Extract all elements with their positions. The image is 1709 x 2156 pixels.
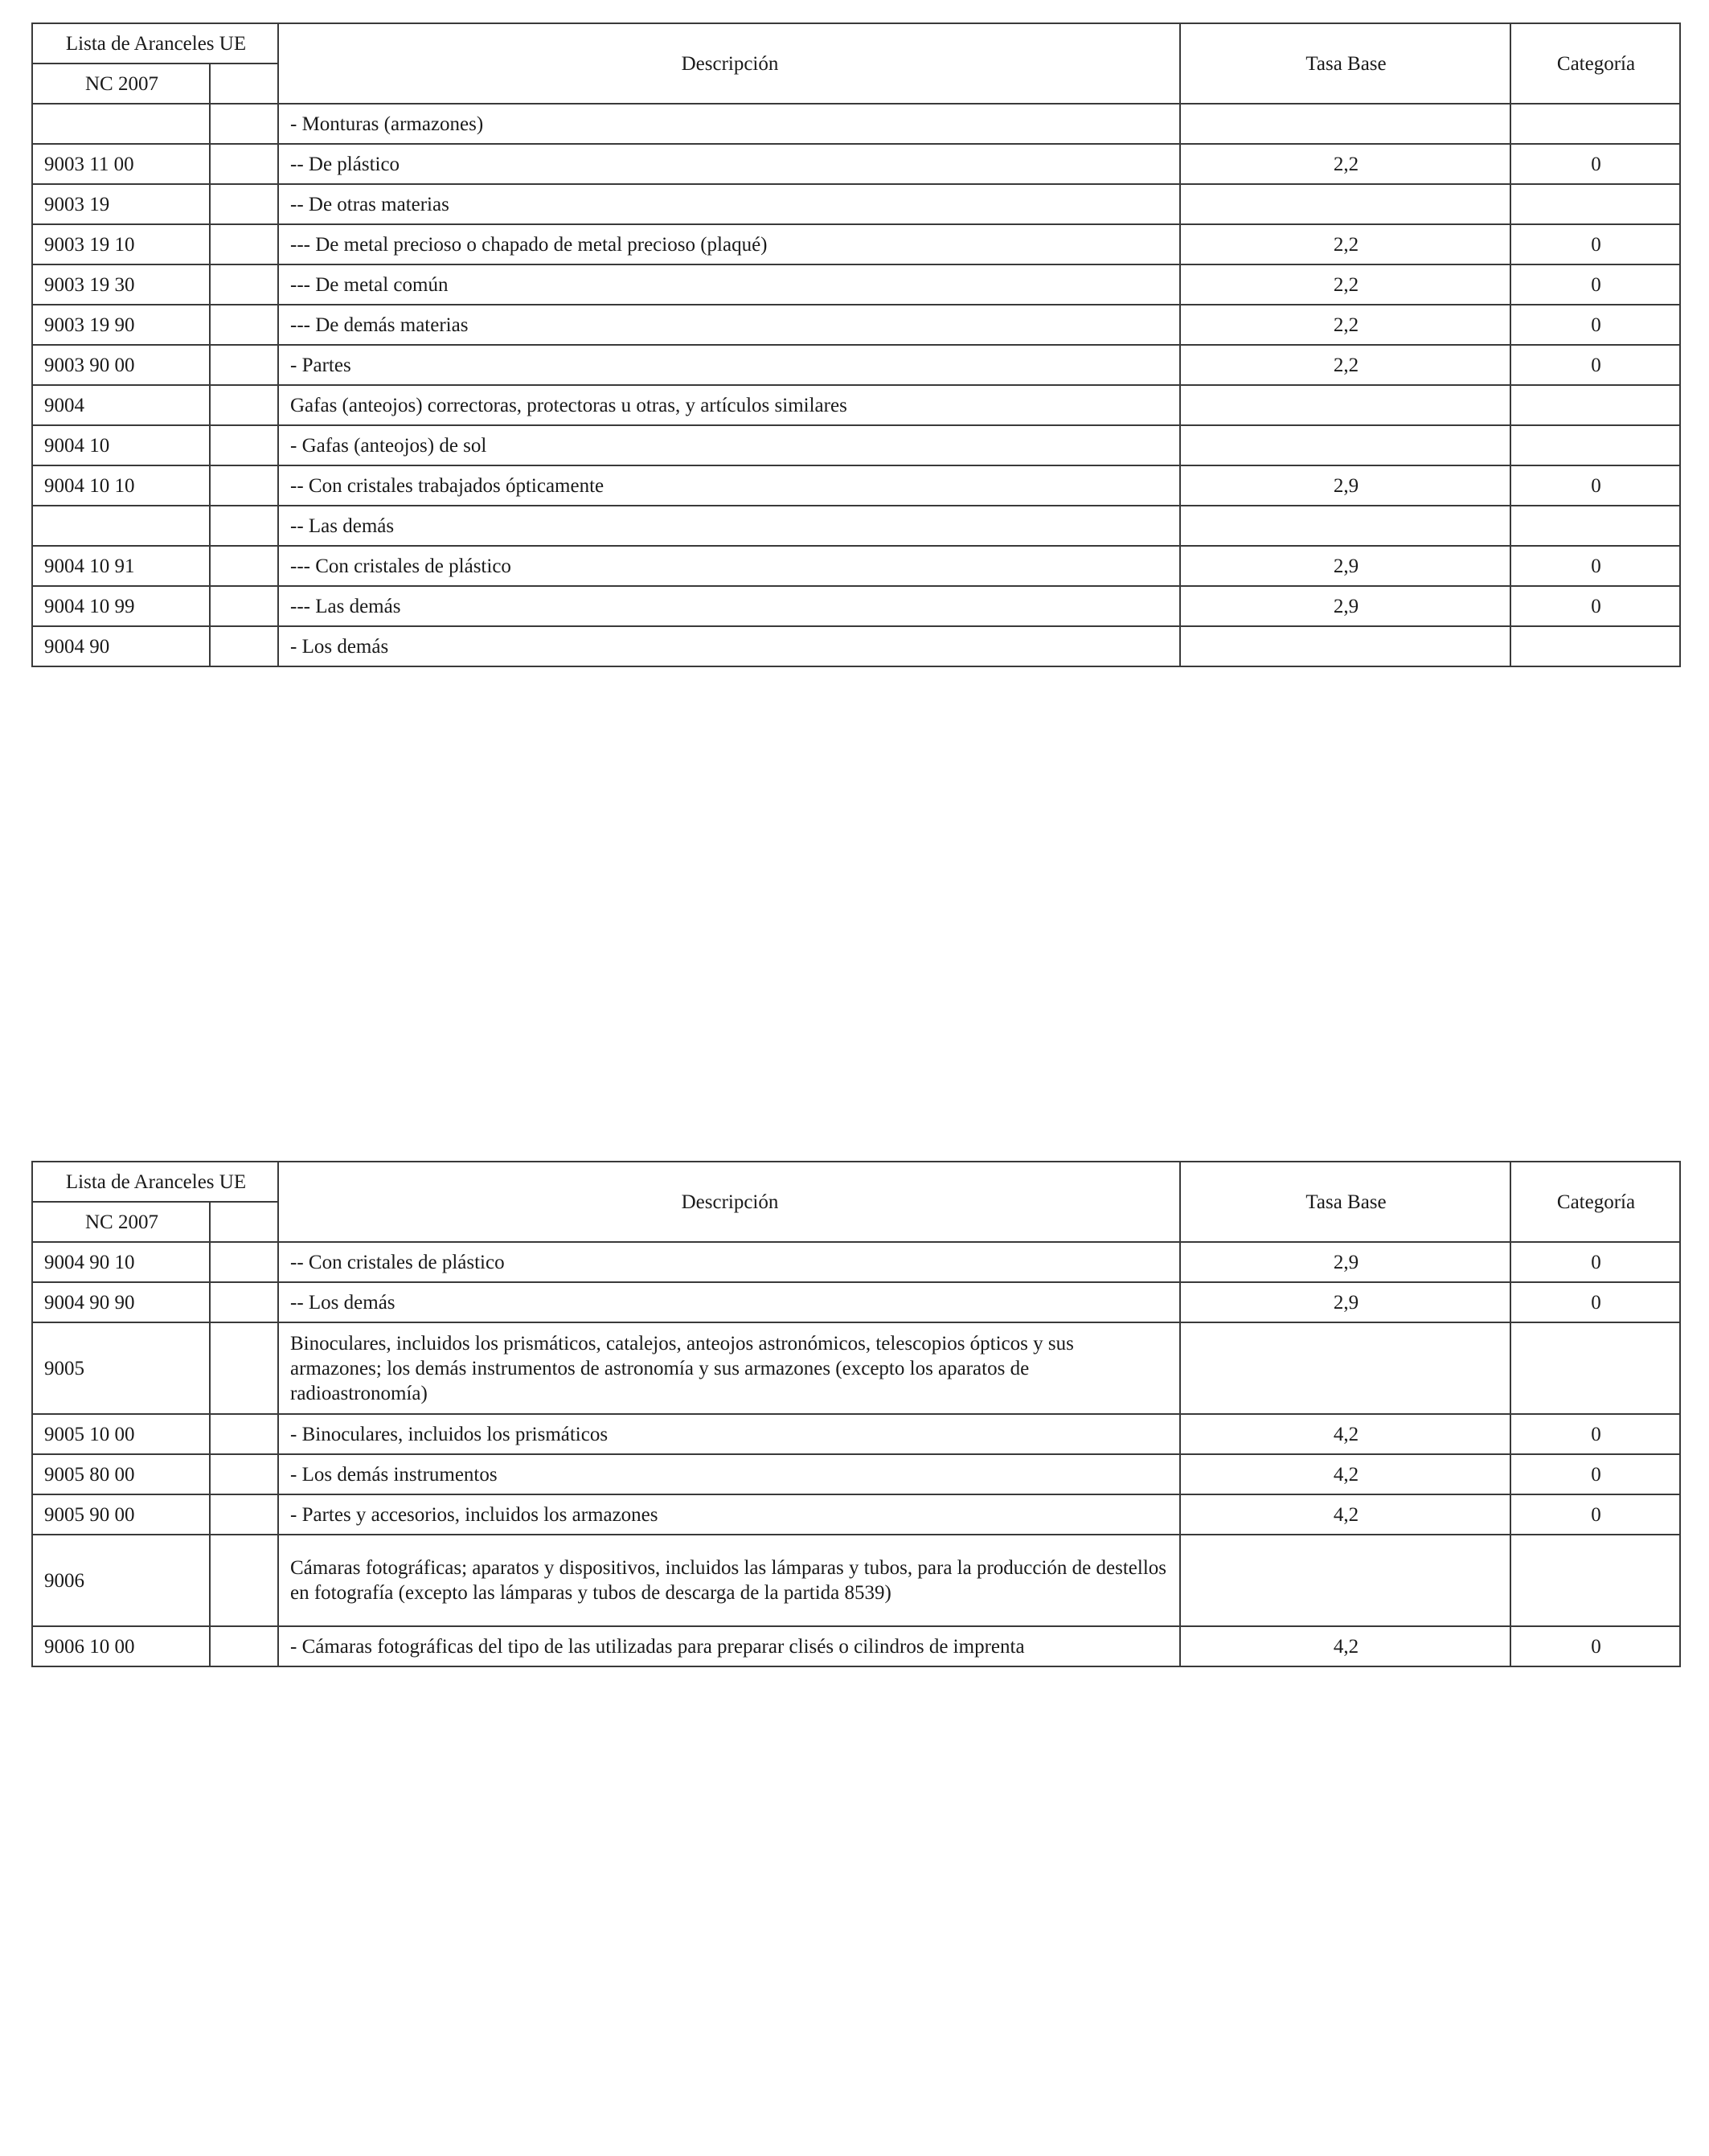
cell-blank [210,305,278,345]
cell-description: --- De metal común [278,264,1180,305]
cell-description: - Los demás [278,626,1180,666]
header-blank-cell [210,1202,278,1242]
table-row [32,586,1680,626]
table-row [32,184,1680,224]
cell-base-rate [1180,184,1510,224]
cell-category: 0 [1510,546,1680,586]
cell-category [1510,104,1680,144]
cell-category: 0 [1510,345,1680,385]
cell-description: Cámaras fotográficas; aparatos y dispositivos, incluidos las lámparas y tubos, para la producción de destellos en fotografía (excepto las lámparas y tubos de descarga de la partida 8539) [278,1535,1180,1626]
header-category: Categoría [1510,1162,1680,1242]
table-row [32,626,1680,666]
cell-category [1510,1322,1680,1414]
cell-blank [210,465,278,506]
table-row [32,546,1680,586]
cell-category [1510,506,1680,546]
cell-description: - Binoculares, incluidos los prismáticos [278,1414,1180,1454]
cell-blank [210,345,278,385]
cell-description: - Partes [278,345,1180,385]
cell-description: -- Con cristales trabajados ópticamente [278,465,1180,506]
cell-base-rate: 2,9 [1180,1282,1510,1322]
cell-blank [210,224,278,264]
cell-blank [210,1322,278,1414]
cell-blank [210,1414,278,1454]
cell-blank [210,1494,278,1535]
cell-description: --- De metal precioso o chapado de metal precioso (plaqué) [278,224,1180,264]
table-row [32,144,1680,184]
cell-description: -- Las demás [278,506,1180,546]
cell-blank [210,385,278,425]
cell-base-rate: 2,9 [1180,1242,1510,1282]
cell-code: 9003 19 90 [32,305,210,345]
cell-base-rate: 4,2 [1180,1454,1510,1494]
table-row [32,224,1680,264]
table-row [32,1535,1680,1626]
cell-description: --- De demás materias [278,305,1180,345]
cell-description: Binoculares, incluidos los prismáticos, catalejos, anteojos astronómicos, telescopios ópticos y sus armazones; los demás instrumentos de astronomía y sus armazones (excepto los aparatos de radioastronomía) [278,1322,1180,1414]
cell-base-rate: 4,2 [1180,1494,1510,1535]
cell-blank [210,1282,278,1322]
table-row [32,1454,1680,1494]
header-list-label: Lista de Aranceles UE [32,1162,278,1202]
header-description: Descripción [278,23,1180,104]
table-row [32,1242,1680,1282]
table-row [32,1282,1680,1322]
cell-code: 9004 10 99 [32,586,210,626]
header-base-rate: Tasa Base [1180,1162,1510,1242]
cell-code: 9003 19 10 [32,224,210,264]
cell-code: 9003 11 00 [32,144,210,184]
cell-code: 9004 90 90 [32,1282,210,1322]
cell-category [1510,385,1680,425]
cell-category [1510,184,1680,224]
cell-code: 9004 90 10 [32,1242,210,1282]
cell-base-rate [1180,506,1510,546]
header-list-label: Lista de Aranceles UE [32,23,278,64]
cell-base-rate: 4,2 [1180,1626,1510,1666]
header-category: Categoría [1510,23,1680,104]
cell-base-rate: 2,2 [1180,224,1510,264]
cell-category: 0 [1510,1242,1680,1282]
cell-blank [210,1242,278,1282]
cell-category: 0 [1510,465,1680,506]
header-nc-label: NC 2007 [32,1202,210,1242]
cell-base-rate: 2,2 [1180,345,1510,385]
table-row [32,104,1680,144]
cell-blank [210,425,278,465]
cell-base-rate [1180,626,1510,666]
cell-base-rate: 2,9 [1180,465,1510,506]
cell-base-rate [1180,1322,1510,1414]
cell-code: 9005 90 00 [32,1494,210,1535]
cell-blank [210,104,278,144]
cell-code: 9006 10 00 [32,1626,210,1666]
cell-base-rate [1180,425,1510,465]
header-blank-cell [210,64,278,104]
cell-base-rate [1180,1535,1510,1626]
cell-category: 0 [1510,1454,1680,1494]
table-row [32,385,1680,425]
cell-category: 0 [1510,144,1680,184]
cell-code: 9005 80 00 [32,1454,210,1494]
table-1-body [32,104,1680,666]
cell-code: 9004 10 91 [32,546,210,586]
cell-code: 9005 [32,1322,210,1414]
cell-code: 9003 19 30 [32,264,210,305]
cell-description: --- Las demás [278,586,1180,626]
cell-code: 9004 10 [32,425,210,465]
cell-description: Gafas (anteojos) correctoras, protectoras u otras, y artículos similares [278,385,1180,425]
cell-base-rate [1180,385,1510,425]
cell-base-rate: 4,2 [1180,1414,1510,1454]
header-description: Descripción [278,1162,1180,1242]
cell-blank [210,1535,278,1626]
header-row [32,1162,1680,1202]
cell-code: 9003 90 00 [32,345,210,385]
cell-category [1510,425,1680,465]
cell-blank [210,184,278,224]
table-row [32,1494,1680,1535]
cell-blank [210,546,278,586]
cell-code: 9004 10 10 [32,465,210,506]
table-row [32,465,1680,506]
cell-code: 9004 90 [32,626,210,666]
cell-blank [210,1454,278,1494]
cell-description: - Monturas (armazones) [278,104,1180,144]
cell-blank [210,626,278,666]
cell-description: -- De otras materias [278,184,1180,224]
cell-category: 0 [1510,586,1680,626]
table-row [32,264,1680,305]
cell-category [1510,626,1680,666]
cell-blank [210,264,278,305]
cell-blank [210,144,278,184]
header-row [32,23,1680,64]
cell-description: - Gafas (anteojos) de sol [278,425,1180,465]
cell-code [32,104,210,144]
header-base-rate: Tasa Base [1180,23,1510,104]
cell-blank [210,506,278,546]
tariff-table-1 [31,23,1681,667]
header-nc-label: NC 2007 [32,64,210,104]
cell-description: -- De plástico [278,144,1180,184]
cell-base-rate: 2,9 [1180,586,1510,626]
table-2-body [32,1242,1680,1666]
cell-blank [210,1626,278,1666]
table-row [32,1414,1680,1454]
cell-base-rate [1180,104,1510,144]
cell-category: 0 [1510,1282,1680,1322]
cell-code: 9004 [32,385,210,425]
cell-code: 9006 [32,1535,210,1626]
cell-base-rate: 2,2 [1180,305,1510,345]
cell-description: - Los demás instrumentos [278,1454,1180,1494]
cell-base-rate: 2,2 [1180,144,1510,184]
cell-blank [210,586,278,626]
cell-category: 0 [1510,305,1680,345]
table-row [32,506,1680,546]
cell-description: - Cámaras fotográficas del tipo de las utilizadas para preparar clisés o cilindros de imprenta [278,1626,1180,1666]
cell-category: 0 [1510,224,1680,264]
cell-description: --- Con cristales de plástico [278,546,1180,586]
cell-category: 0 [1510,1626,1680,1666]
table-row [32,425,1680,465]
table-row [32,345,1680,385]
cell-description: - Partes y accesorios, incluidos los armazones [278,1494,1180,1535]
cell-base-rate: 2,2 [1180,264,1510,305]
cell-description: -- Con cristales de plástico [278,1242,1180,1282]
cell-category: 0 [1510,1494,1680,1535]
cell-category: 0 [1510,1414,1680,1454]
table-row [32,1626,1680,1666]
tariff-table-2 [31,1161,1681,1667]
cell-code [32,506,210,546]
cell-code: 9003 19 [32,184,210,224]
cell-description: -- Los demás [278,1282,1180,1322]
cell-base-rate: 2,9 [1180,546,1510,586]
cell-code: 9005 10 00 [32,1414,210,1454]
table-row [32,305,1680,345]
cell-category: 0 [1510,264,1680,305]
table-row [32,1322,1680,1414]
cell-category [1510,1535,1680,1626]
